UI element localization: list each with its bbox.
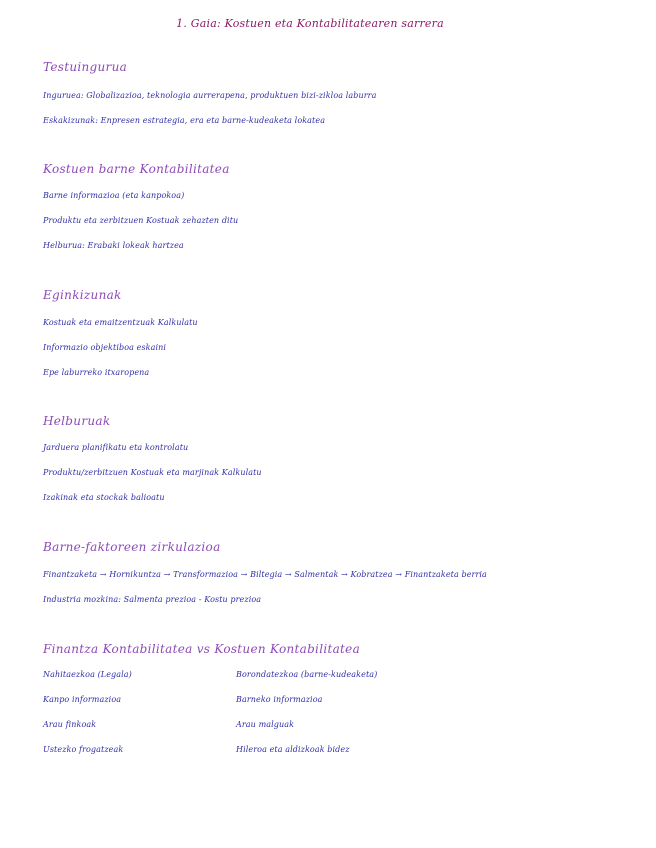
comparison-left: Ustezko frogatzeak — [43, 745, 124, 754]
comparison-left: Nahitaezkoa (Legala) — [43, 670, 132, 679]
section-heading-helburuak: Helburuak — [43, 414, 111, 428]
section-line: Industria mozkina: Salmenta prezioa - Kostu prezioa — [43, 595, 262, 604]
comparison-left: Arau finkoak — [43, 720, 97, 729]
section-line: Informazio objektiboa eskaini — [43, 343, 167, 352]
section-line: Eskakizunak: Enpresen estrategia, era eta barne-kudeaketa lokatea — [43, 116, 326, 125]
section-line: Kostuak eta emaitzentzuak Kalkulatu — [43, 318, 198, 327]
section-line: Epe laburreko itxaropena — [43, 368, 150, 377]
section-line: Produktu/zerbitzuen Kostuak eta marjinak Kalkulatu — [43, 468, 262, 477]
section-line: Barne informazioa (eta kanpokoa) — [43, 191, 185, 200]
section-heading-kostuen-barne-kontabilitatea: Kostuen barne Kontabilitatea — [43, 162, 230, 176]
section-line: Finantzaketa → Hornikuntza → Transformazioa → Biltegia → Salmentak → Kobratzea → Finantzaketa berria — [43, 570, 487, 579]
comparison-right: Barneko informazioa — [236, 695, 323, 704]
comparison-right: Arau malguak — [236, 720, 295, 729]
section-line: Produktu eta zerbitzuen Kostuak zehazten ditu — [43, 216, 239, 225]
section-heading-eginkizunak: Eginkizunak — [43, 288, 122, 302]
section-heading-testuingurua: Testuingurua — [43, 60, 128, 74]
comparison-heading: Finantza Kontabilitatea vs Kostuen Kontabilitatea — [43, 642, 361, 656]
comparison-right: Hileroa eta aldizkoak bidez — [236, 745, 350, 754]
comparison-left: Kanpo informazioa — [43, 695, 122, 704]
section-line: Helburua: Erabaki lokeak hartzea — [43, 241, 184, 250]
page-title: 1. Gaia: Kostuen eta Kontabilitatearen sarrera — [176, 17, 444, 30]
section-heading-barne-faktoreen-zirkulazioa: Barne-faktoreen zirkulazioa — [43, 540, 221, 554]
section-line: Izakinak eta stockak balioatu — [43, 493, 165, 502]
section-line: Jarduera planifikatu eta kontrolatu — [43, 443, 189, 452]
comparison-right: Borondatezkoa (barne-kudeaketa) — [236, 670, 378, 679]
section-line: Inguruea: Globalizazioa, teknologia aurrerapena, produktuen bizi-zikloa laburra — [43, 91, 377, 100]
